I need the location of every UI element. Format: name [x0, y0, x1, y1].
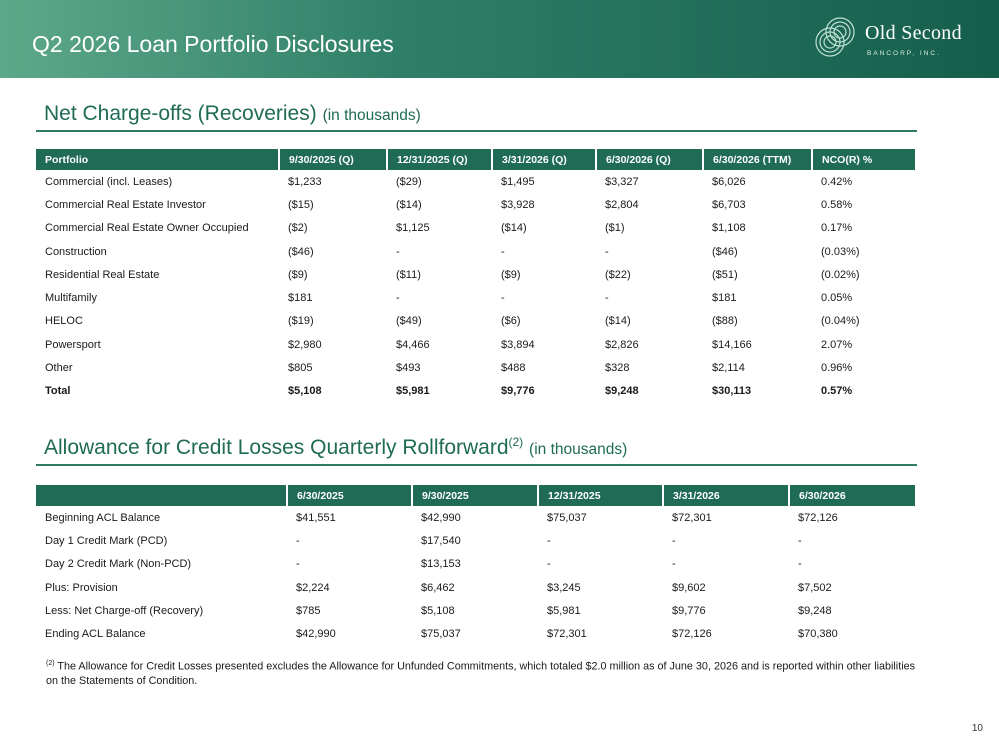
nco-cell-value: 0.57%	[821, 385, 853, 398]
acl-cell-value: $9,776	[672, 604, 706, 617]
page-title: Q2 2026 Loan Portfolio Disclosures	[32, 31, 394, 57]
nco-cell-value: $6,703	[712, 198, 746, 211]
nco-cell-value: $2,980	[288, 338, 322, 351]
nco-row-label: HELOC	[45, 315, 83, 328]
nco-cell-value: ($46)	[288, 245, 314, 258]
acl-cell-value: $72,301	[672, 511, 712, 524]
nco-cell-value: $3,928	[501, 198, 535, 211]
acl-table-row	[36, 506, 915, 529]
nco-cell-value: (0.02%)	[821, 268, 860, 281]
nco-cell-value: (0.03%)	[821, 245, 860, 258]
acl-cell-value: -	[672, 558, 676, 571]
nco-cell-value: $9,248	[605, 385, 639, 398]
acl-cell-value: $13,153	[421, 558, 461, 571]
acl-cell-value: $7,502	[798, 581, 832, 594]
nco-cell-value: $1,108	[712, 222, 746, 235]
nco-cell-value: $14,166	[712, 338, 752, 351]
nco-column-header: NCO(R) %	[812, 149, 915, 170]
nco-cell-value: ($14)	[396, 198, 422, 211]
nco-cell-value: $328	[605, 362, 630, 375]
nco-cell-value: ($46)	[712, 245, 738, 258]
acl-cell-value: $5,108	[421, 604, 455, 617]
nco-cell-value: ($19)	[288, 315, 314, 328]
acl-section-title	[44, 435, 627, 460]
acl-title-footnote-marker: (2)	[508, 435, 524, 449]
nco-cell-value: $5,108	[288, 385, 322, 398]
nco-header-row	[36, 149, 915, 170]
nco-cell-value: $4,466	[396, 338, 430, 351]
logo-subtitle: BANCORP, INC.	[867, 50, 941, 57]
nco-row-label: Other	[45, 362, 73, 375]
acl-title: Allowance for Credit Losses Quarterly Rollforward	[44, 436, 509, 459]
nco-cell-value: ($51)	[712, 268, 738, 281]
acl-cell-value: $72,126	[798, 511, 838, 524]
company-logo	[812, 14, 987, 68]
acl-table-row	[36, 599, 915, 622]
nco-cell-value: $1,495	[501, 175, 535, 188]
acl-cell-value: $75,037	[547, 511, 587, 524]
nco-cell-value: $2,114	[712, 362, 745, 375]
nco-row-label: Construction	[45, 245, 107, 258]
nco-table-row	[36, 356, 915, 379]
acl-column-header: 9/30/2025	[412, 485, 538, 506]
nco-table	[36, 149, 915, 403]
acl-cell-value: $72,126	[672, 628, 712, 641]
nco-cell-value: 2.07%	[821, 338, 853, 351]
acl-cell-value: $9,602	[672, 581, 706, 594]
nco-cell-value: 0.58%	[821, 198, 853, 211]
nco-cell-value: -	[501, 292, 505, 305]
acl-column-header: 3/31/2026	[663, 485, 789, 506]
acl-cell-value: $9,248	[798, 604, 832, 617]
nco-row-label: Commercial Real Estate Owner Occupied	[45, 222, 249, 235]
nco-cell-value: ($22)	[605, 268, 631, 281]
acl-cell-value: -	[798, 534, 802, 547]
nco-cell-value: ($15)	[288, 198, 314, 211]
nco-cell-value: ($1)	[605, 222, 625, 235]
acl-table	[36, 485, 915, 646]
acl-cell-value: $72,301	[547, 628, 587, 641]
page-number: 10	[971, 723, 983, 734]
acl-column-header: 12/31/2025	[538, 485, 663, 506]
nco-cell-value: ($6)	[501, 315, 521, 328]
nco-table-row	[36, 380, 915, 403]
logo-mark-icon	[812, 16, 858, 62]
nco-cell-value: $181	[712, 292, 737, 305]
acl-divider	[36, 464, 917, 466]
acl-row-label: Day 2 Credit Mark (Non-PCD)	[45, 558, 192, 571]
nco-row-label: Residential Real Estate	[45, 268, 160, 281]
nco-cell-value: $2,804	[605, 198, 639, 211]
acl-subtitle: (in thousands)	[529, 441, 628, 458]
nco-row-label: Multifamily	[45, 292, 97, 305]
acl-table-row	[36, 576, 915, 599]
nco-column-header: 9/30/2025 (Q)	[279, 149, 387, 170]
nco-column-header: 6/30/2026 (Q)	[596, 149, 703, 170]
acl-table-row	[36, 553, 915, 576]
nco-cell-value: 0.96%	[821, 362, 853, 375]
acl-table-row	[36, 622, 915, 645]
nco-cell-value: $2,826	[605, 338, 639, 351]
nco-cell-value: $6,026	[712, 175, 746, 188]
nco-cell-value: 0.17%	[821, 222, 853, 235]
nco-cell-value: ($2)	[288, 222, 308, 235]
acl-column-header: 6/30/2026	[789, 485, 915, 506]
acl-cell-value: $2,224	[296, 581, 330, 594]
nco-row-label: Commercial Real Estate Investor	[45, 198, 206, 211]
acl-cell-value: $6,462	[421, 581, 455, 594]
nco-cell-value: $5,981	[396, 385, 430, 398]
nco-cell-value: -	[605, 292, 609, 305]
acl-cell-value: $785	[296, 604, 321, 617]
acl-row-label: Plus: Provision	[45, 581, 118, 594]
nco-table-row	[36, 286, 915, 309]
nco-cell-value: $181	[288, 292, 313, 305]
nco-cell-value: ($9)	[501, 268, 521, 281]
nco-cell-value: 0.42%	[821, 175, 853, 188]
nco-cell-value: (0.04%)	[821, 315, 860, 328]
acl-cell-value: $3,245	[547, 581, 581, 594]
nco-cell-value: $493	[396, 362, 421, 375]
acl-header-row	[36, 485, 915, 506]
acl-cell-value: -	[296, 534, 300, 547]
nco-row-label: Commercial (incl. Leases)	[45, 175, 173, 188]
nco-cell-value: ($29)	[396, 175, 422, 188]
nco-subtitle: (in thousands)	[322, 107, 421, 124]
nco-section-title	[44, 102, 421, 126]
acl-cell-value: -	[672, 534, 676, 547]
logo-name: Old Second	[865, 22, 962, 44]
acl-cell-value: $41,551	[296, 511, 336, 524]
acl-cell-value: $5,981	[547, 604, 581, 617]
nco-table-row	[36, 310, 915, 333]
nco-table-row	[36, 333, 915, 356]
nco-cell-value: $1,125	[396, 222, 430, 235]
nco-cell-value: $1,233	[288, 175, 322, 188]
nco-cell-value: $488	[501, 362, 526, 375]
acl-cell-value: -	[296, 558, 300, 571]
nco-column-header: 6/30/2026 (TTM)	[703, 149, 812, 170]
nco-cell-value: $3,894	[501, 338, 535, 351]
nco-cell-value: ($9)	[288, 268, 308, 281]
nco-cell-value: $3,327	[605, 175, 639, 188]
nco-cell-value: $9,776	[501, 385, 535, 398]
acl-cell-value: -	[547, 558, 551, 571]
nco-table-row	[36, 263, 915, 286]
nco-cell-value: ($14)	[501, 222, 527, 235]
nco-cell-value: 0.05%	[821, 292, 853, 305]
acl-row-label: Less: Net Charge-off (Recovery)	[45, 604, 204, 617]
acl-column-header: 6/30/2025	[287, 485, 412, 506]
nco-cell-value: $30,113	[712, 385, 752, 398]
nco-column-header: 3/31/2026 (Q)	[492, 149, 596, 170]
nco-row-label: Powersport	[45, 338, 101, 351]
nco-cell-value: -	[501, 245, 505, 258]
acl-cell-value: $70,380	[798, 628, 838, 641]
nco-cell-value: $805	[288, 362, 313, 375]
footnote	[46, 657, 926, 688]
acl-row-label: Beginning ACL Balance	[45, 511, 161, 524]
nco-cell-value: ($11)	[396, 268, 421, 281]
nco-title: Net Charge-offs (Recoveries)	[44, 102, 317, 125]
acl-cell-value: $17,540	[421, 534, 461, 547]
nco-cell-value: ($14)	[605, 315, 631, 328]
acl-cell-value: $75,037	[421, 628, 461, 641]
footnote-marker: (2)	[46, 660, 55, 667]
nco-cell-value: -	[396, 245, 400, 258]
nco-cell-value: -	[396, 292, 400, 305]
acl-column-header	[36, 485, 287, 506]
nco-column-header: Portfolio	[36, 149, 279, 170]
acl-cell-value: -	[798, 558, 802, 571]
nco-row-label: Total	[45, 385, 71, 398]
nco-cell-value: -	[605, 245, 609, 258]
nco-cell-value: ($88)	[712, 315, 738, 328]
nco-divider	[36, 130, 917, 132]
header-banner	[0, 0, 999, 78]
nco-column-header: 12/31/2025 (Q)	[387, 149, 492, 170]
nco-table-row	[36, 217, 915, 240]
acl-cell-value: $42,990	[296, 628, 336, 641]
acl-row-label: Day 1 Credit Mark (PCD)	[45, 534, 168, 547]
nco-table-row	[36, 193, 915, 216]
nco-table-row	[36, 240, 915, 263]
acl-row-label: Ending ACL Balance	[45, 628, 146, 641]
acl-cell-value: $42,990	[421, 511, 461, 524]
acl-cell-value: -	[547, 534, 551, 547]
acl-table-row	[36, 529, 915, 552]
nco-cell-value: ($49)	[396, 315, 422, 328]
footnote-text: The Allowance for Credit Losses presented excludes the Allowance for Unfunded Commitments, which totaled $2.0 million as of June 30, 2026 and is reported within other liabilities on the Statements of Condition.	[46, 660, 915, 687]
nco-table-row	[36, 170, 915, 193]
